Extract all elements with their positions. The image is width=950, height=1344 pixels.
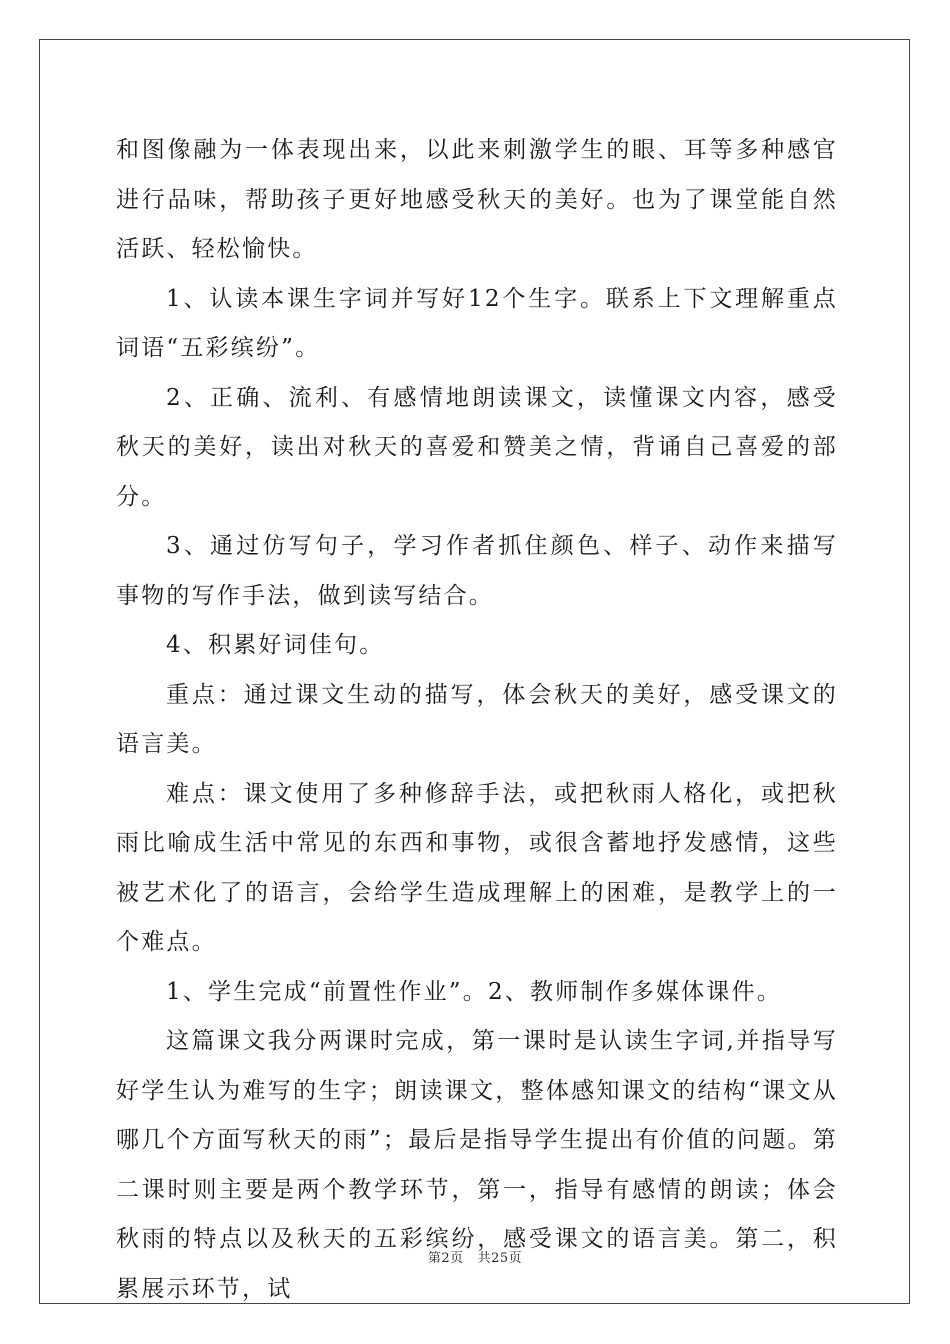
paragraph-goal-3: 3、通过仿写句子，学习作者抓住颜色、样子、动作来描写事物的写作手法，做到读写结合。: [116, 533, 838, 609]
paragraph-difficulty: 难点：课文使用了多种修辞手法，或把秋雨人格化，或把秋雨比喻成生活中常见的东西和事物，或很含蓄地抒发感情，这些被艺术化了的语言，会给学生造成理解上的困难，是教学上的一个难点。: [116, 780, 838, 955]
page-total: 共25页: [477, 1251, 523, 1266]
paragraph-goal-1: 1、认读本课生字词并写好12个生字。联系上下文理解重点词语“五彩缤纷”。: [116, 285, 838, 361]
page-number: 第2页: [427, 1251, 464, 1266]
paragraph-goal-2: 2、正确、流利、有感情地朗读课文，读懂课文内容，感受秋天的美好，读出对秋天的喜爱和赞美之情，背诵自己喜爱的部分。: [116, 384, 838, 510]
paragraph-intro: 和图像融为一体表现出来，以此来刺激学生的眼、耳等多种感官进行品味，帮助孩子更好地感受秋天的美好。也为了课堂能自然活跃、轻松愉快。: [116, 137, 838, 262]
paragraph-key-point: 重点：通过课文生动的描写，体会秋天的美好，感受课文的语言美。: [116, 681, 838, 757]
paragraph-preparation: 1、学生完成“前置性作业”。2、教师制作多媒体课件。: [166, 978, 782, 1005]
paragraph-goal-4: 4、积累好词佳句。: [166, 632, 385, 658]
paragraph-lesson-plan: 这篇课文我分两课时完成，第一课时是认读生字词,并指导写好学生认为难写的生字；朗读课文，整体感知课文的结构“课文从哪几个方面写秋天的雨”；最后是指导学生提出有价值的问题。第二课时则主要是两个教学环节，第一，指导有感情的朗读；体会秋雨的特点以及秋天的五彩缤纷，感受课文的语言美。第二，积累展示环节，试: [116, 1028, 838, 1302]
document-body: [116, 126, 838, 1314]
page-footer: [0, 1247, 950, 1266]
